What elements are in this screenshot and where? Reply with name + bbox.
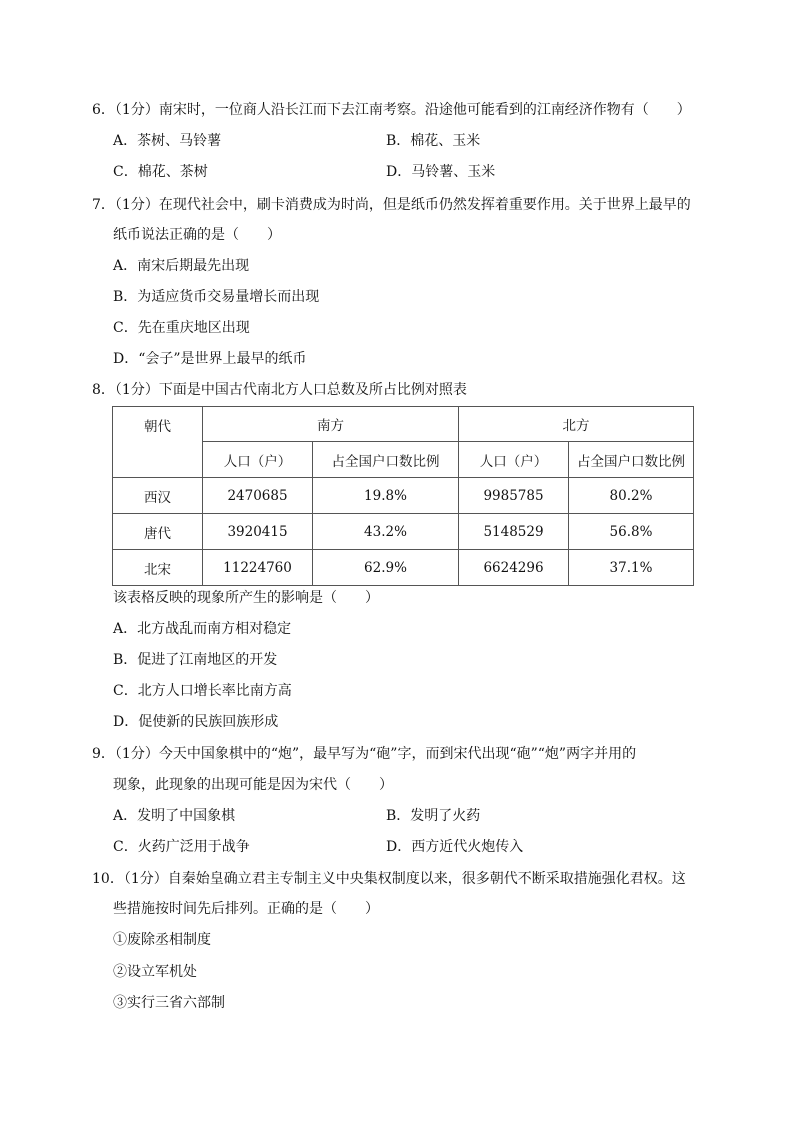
q9-option-c: C．火药广泛用于战争 [113,839,250,855]
q10-item-1: ①废除丞相制度 [113,932,211,948]
cell-south-pop: 3920415 [203,514,313,550]
q8-option-d: D．促使新的民族回族形成 [113,714,279,730]
cell-dynasty: 北宋 [113,550,203,586]
header-dynasty: 朝代 [113,407,203,478]
cell-north-ratio: 37.1% [569,550,694,586]
q6-option-b: B．棉花、玉米 [386,133,481,149]
q10-item-3: ③实行三省六部制 [113,995,225,1011]
cell-south-ratio: 62.9% [313,550,459,586]
cell-north-pop: 6624296 [459,550,569,586]
question-8-stem: 8．（1分）下面是中国古代南北方人口总数及所占比例对照表 [92,382,467,398]
cell-dynasty: 唐代 [113,514,203,550]
header-north: 北方 [459,407,694,442]
table-row [113,478,694,514]
table-row [113,550,694,586]
question-6-stem: 6．（1分）南宋时，一位商人沿长江而下去江南考察。沿途他可能看到的江南经济作物有（ ） [92,102,691,118]
q7-option-b: B．为适应货币交易量增长而出现 [113,289,320,305]
cell-north-ratio: 56.8% [569,514,694,550]
question-10-stem-line1: 10．（1分）自秦始皇确立君主专制主义中央集权制度以来，很多朝代不断采取措施强化君权。这 [92,871,686,887]
cell-north-pop: 9985785 [459,478,569,514]
q7-option-d: D．“会子”是世界上最早的纸币 [113,351,307,367]
header-north-ratio: 占全国户口数比例 [569,442,694,478]
question-10-stem-line2: 些措施按时间先后排列。正确的是（ ） [113,901,379,917]
question-9-stem-line1: 9．（1分）今天中国象棋中的“炮”，最早写为“砲”字，而到宋代出现“砲”“炮”两字并用的 [92,746,637,762]
cell-south-ratio: 43.2% [313,514,459,550]
q6-option-a: A．茶树、马铃薯 [113,133,222,149]
q8-option-b: B．促进了江南地区的开发 [113,652,278,668]
cell-south-pop: 11224760 [203,550,313,586]
header-south: 南方 [203,407,459,442]
cell-north-pop: 5148529 [459,514,569,550]
table-row [113,514,694,550]
q8-option-a: A．北方战乱而南方相对稳定 [113,621,292,637]
q6-option-d: D．马铃薯、玉米 [386,164,496,180]
q9-option-a: A．发明了中国象棋 [113,808,236,824]
question-9-stem-line2: 现象，此现象的出现可能是因为宋代（ ） [113,777,393,793]
cell-south-ratio: 19.8% [313,478,459,514]
q9-option-d: D．西方近代火炮传入 [386,839,524,855]
question-7-stem-line1: 7．（1分）在现代社会中，刷卡消费成为时尚，但是纸币仍然发挥着重要作用。关于世界上最早的 [92,197,691,213]
q10-item-2: ②设立军机处 [113,964,197,980]
header-south-pop: 人口（户） [203,442,313,478]
cell-dynasty: 西汉 [113,478,203,514]
q9-option-b: B．发明了火药 [386,808,481,824]
question-8-follow: 该表格反映的现象所产生的影响是（ ） [113,590,379,606]
q6-option-c: C．棉花、茶树 [113,164,208,180]
q7-option-a: A．南宋后期最先出现 [113,258,250,274]
cell-north-ratio: 80.2% [569,478,694,514]
population-table [112,406,694,586]
header-south-ratio: 占全国户口数比例 [313,442,459,478]
cell-south-pop: 2470685 [203,478,313,514]
table-header-row [113,407,694,442]
q7-option-c: C．先在重庆地区出现 [113,320,250,336]
question-7-stem-line2: 纸币说法正确的是（ ） [113,227,281,243]
header-north-pop: 人口（户） [459,442,569,478]
q8-option-c: C．北方人口增长率比南方高 [113,683,292,699]
